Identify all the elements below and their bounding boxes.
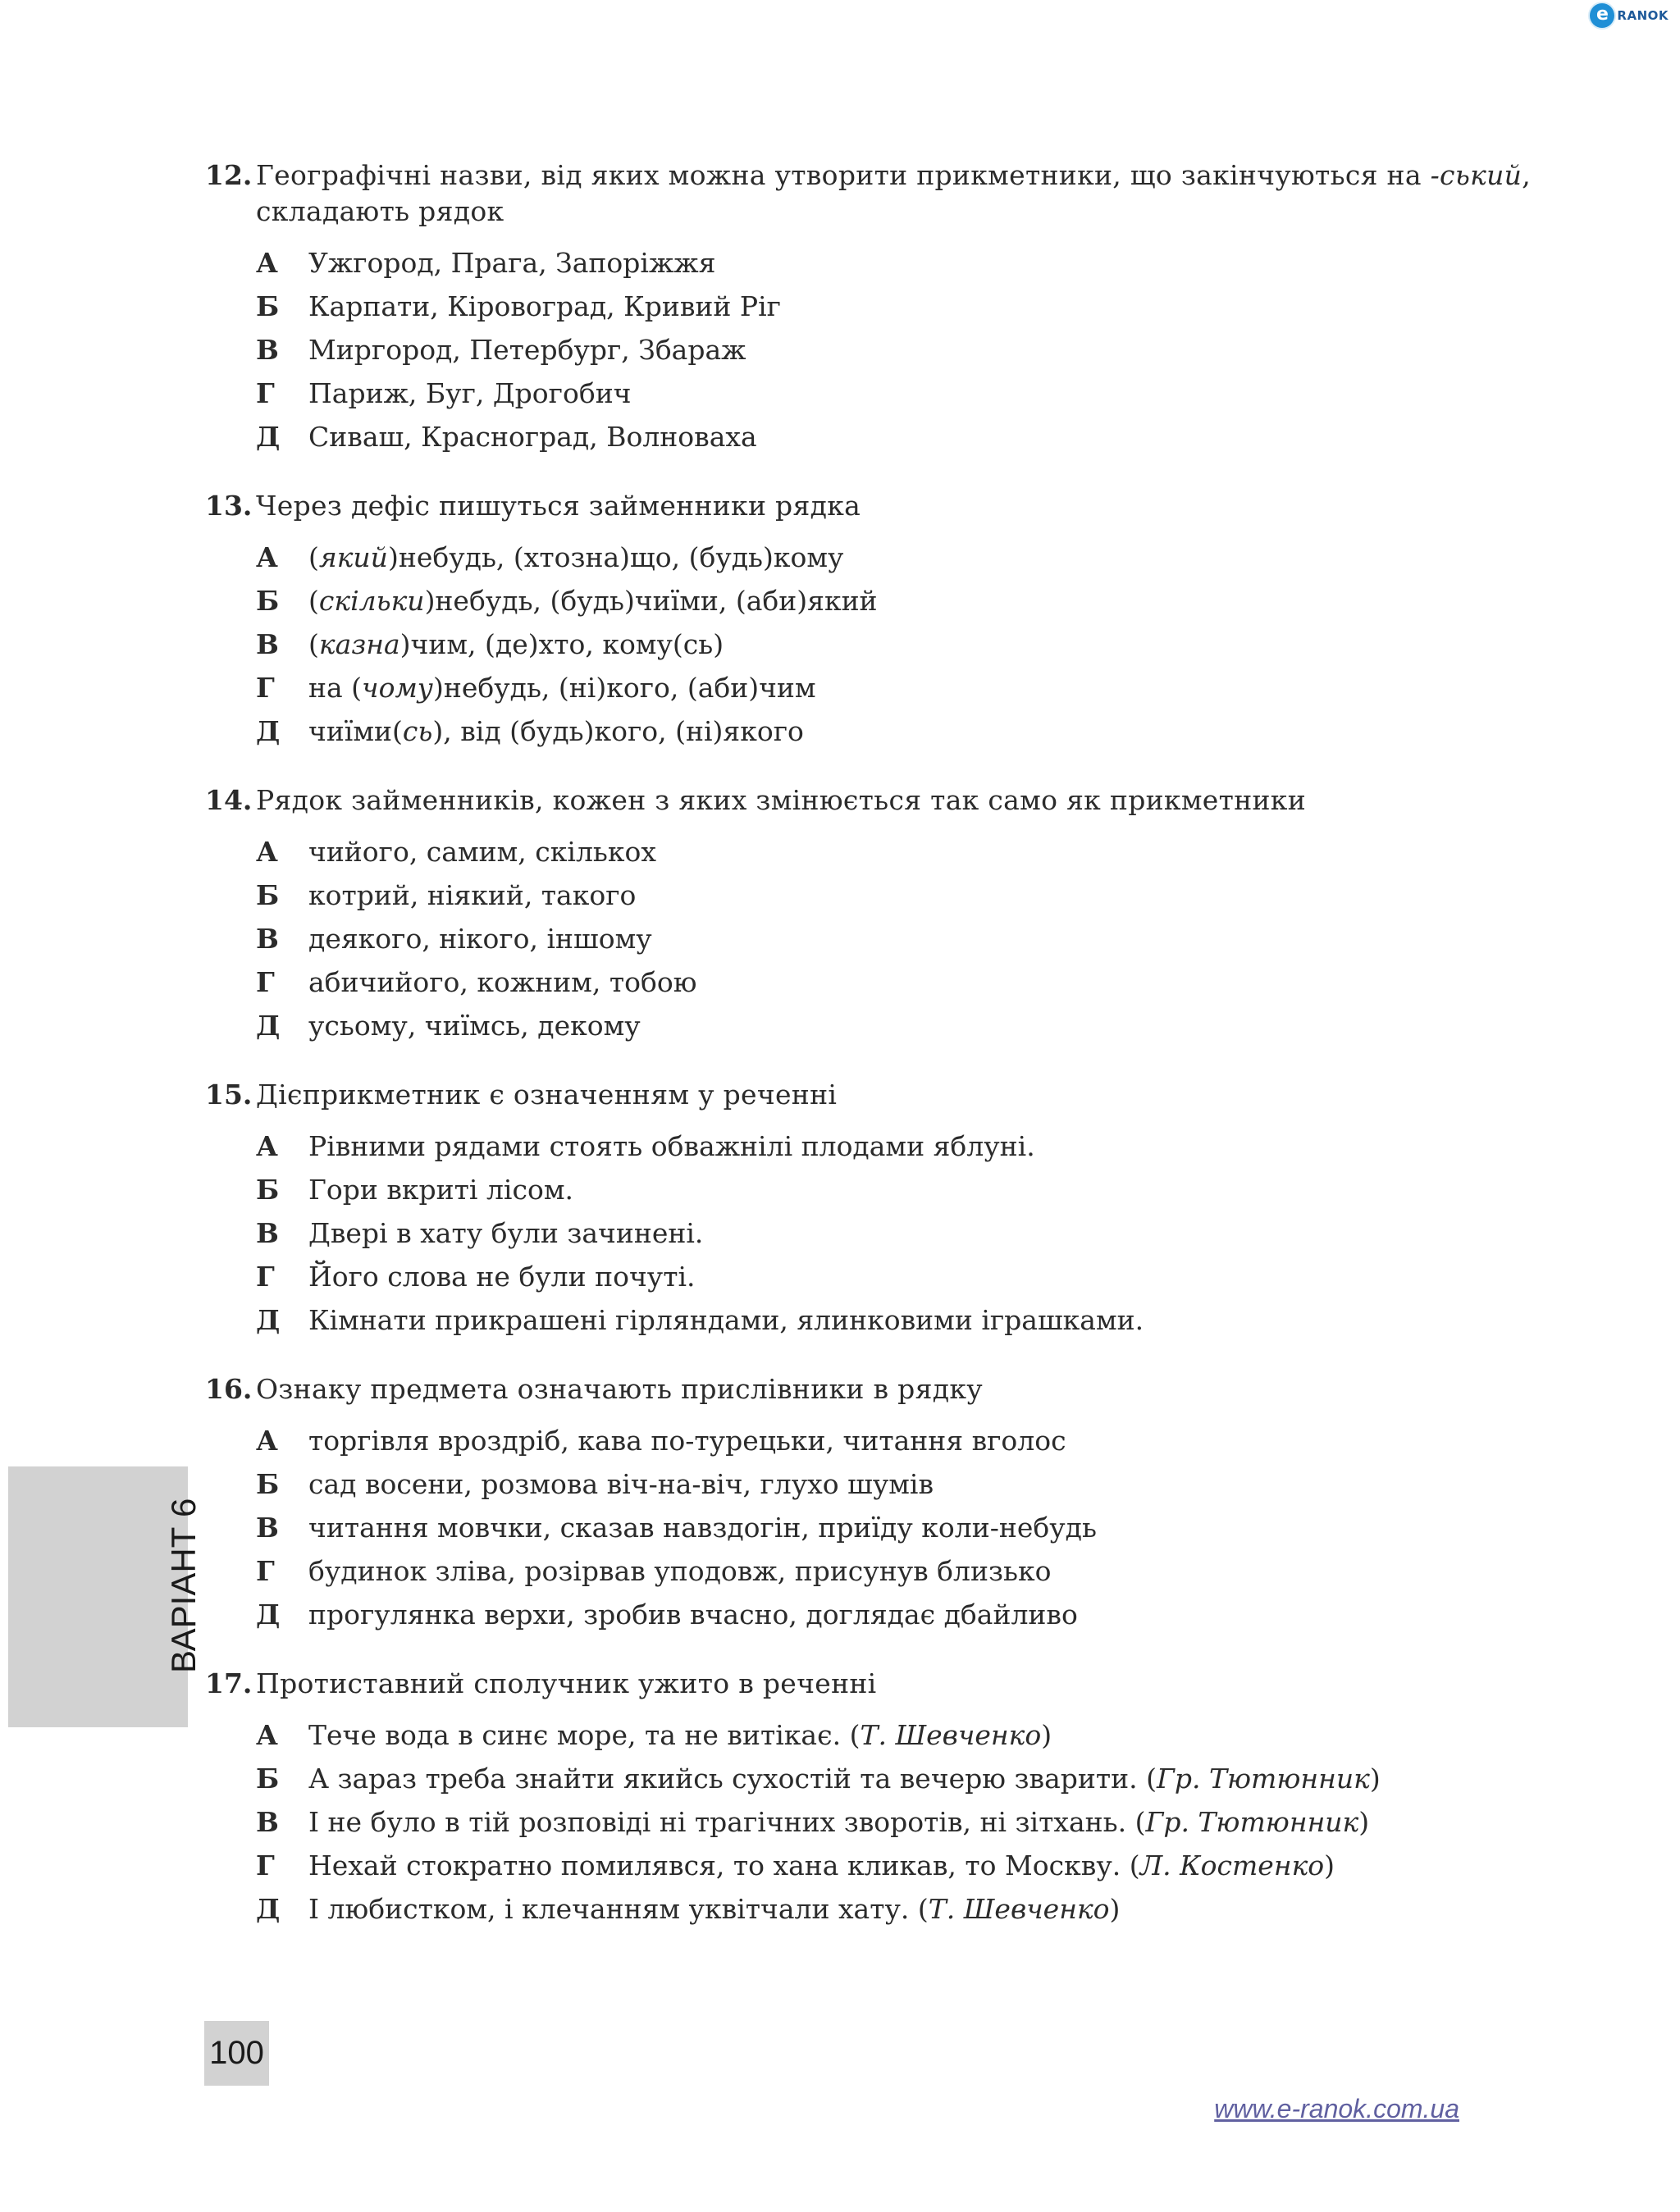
question-block bbox=[205, 1077, 1600, 1342]
option-letter: Д bbox=[256, 1893, 281, 1925]
option-letter: Д bbox=[256, 1010, 281, 1042]
option-text bbox=[308, 1168, 1600, 1211]
answer-option[interactable] bbox=[256, 1506, 1600, 1549]
question-text bbox=[256, 157, 1600, 230]
question-text-segment: Ознаку предмета означають прислівники в рядку bbox=[256, 1373, 983, 1405]
option-text-segment: ) bbox=[1369, 1763, 1381, 1795]
question-number: 17. bbox=[205, 1667, 253, 1699]
option-text-segment: усьому, чиїмсь, декому bbox=[308, 1010, 641, 1042]
option-text-segment: Нехай стократно помилявся, то хана кликав, то Москву. ( bbox=[308, 1849, 1140, 1881]
option-text-segment: ( bbox=[308, 541, 319, 573]
option-text-segment: прогулянка верхи, зробив вчасно, доглядає дбайливо bbox=[308, 1599, 1078, 1630]
answer-option[interactable] bbox=[256, 1298, 1600, 1342]
option-letter: Г bbox=[256, 1849, 275, 1881]
option-text-segment: Рівними рядами стоять обважнілі плодами яблуні. bbox=[308, 1130, 1035, 1162]
question-text-segment: Дієприкметник є означенням у реченні bbox=[256, 1079, 838, 1111]
option-letter: А bbox=[256, 1425, 278, 1457]
option-text-segment: який bbox=[318, 541, 388, 573]
option-text-segment: ), від (будь)кого, (ні)якого bbox=[432, 715, 804, 747]
option-text bbox=[308, 579, 1600, 623]
option-text-segment: читання мовчки, сказав навздогін, приїду коли-небудь bbox=[308, 1512, 1097, 1544]
question-header bbox=[205, 782, 1600, 819]
answer-options bbox=[256, 536, 1600, 753]
option-letter: Д bbox=[256, 421, 281, 453]
question-text-segment: -ський bbox=[1430, 159, 1522, 191]
answer-option[interactable] bbox=[256, 1887, 1600, 1931]
option-letter: Б bbox=[256, 1174, 280, 1206]
answer-option[interactable] bbox=[256, 1211, 1600, 1255]
question-text bbox=[256, 1077, 1600, 1113]
option-text bbox=[308, 1506, 1600, 1549]
option-letter: Б bbox=[256, 585, 280, 617]
website-link[interactable]: www.e-ranok.com.ua bbox=[1214, 2094, 1459, 2123]
question-header bbox=[205, 1077, 1600, 1113]
question-block bbox=[205, 1666, 1600, 1931]
answer-option[interactable] bbox=[256, 285, 1600, 328]
option-text-segment: скільки bbox=[318, 585, 425, 617]
option-text bbox=[308, 1298, 1600, 1342]
question-text-segment: Протиставний сполучник ужито в реченні bbox=[256, 1667, 877, 1699]
question-block bbox=[205, 157, 1600, 458]
option-text bbox=[308, 1887, 1600, 1931]
option-text-segment: ) bbox=[1041, 1719, 1052, 1751]
answer-option[interactable] bbox=[256, 579, 1600, 623]
option-text-segment: )небудь, (ні)кого, (аби)чим bbox=[432, 672, 816, 704]
publisher-logo bbox=[1590, 3, 1669, 28]
option-text bbox=[308, 1462, 1600, 1506]
option-text-segment: )небудь, (хтозна)що, (будь)кому bbox=[387, 541, 844, 573]
answer-option[interactable] bbox=[256, 328, 1600, 372]
option-text-segment: І не було в тій розповіді ні трагічних зворотів, ні зітхань. ( bbox=[308, 1806, 1146, 1838]
option-text-segment: ) bbox=[1358, 1806, 1370, 1838]
question-text bbox=[256, 488, 1600, 524]
option-text bbox=[308, 241, 1600, 285]
question-text bbox=[256, 782, 1600, 819]
option-letter: А bbox=[256, 541, 278, 573]
option-text-segment: Карпати, Кіровоград, Кривий Ріг bbox=[308, 290, 781, 322]
option-text-segment: )небудь, (будь)чиїми, (аби)який bbox=[424, 585, 878, 617]
question-text-segment: Через дефіс пишуться займенники рядка bbox=[256, 490, 861, 522]
answer-option[interactable] bbox=[256, 623, 1600, 666]
option-letter: А bbox=[256, 1130, 278, 1162]
option-text bbox=[308, 1211, 1600, 1255]
variant-side-tab bbox=[8, 1466, 188, 1727]
option-letter: Г bbox=[256, 1261, 275, 1293]
option-text bbox=[308, 709, 1600, 753]
answer-option[interactable] bbox=[256, 1168, 1600, 1211]
question-header bbox=[205, 1666, 1600, 1702]
option-text-segment: чому bbox=[362, 672, 433, 704]
option-text bbox=[308, 536, 1600, 579]
option-text bbox=[308, 1713, 1600, 1757]
option-text bbox=[308, 1255, 1600, 1298]
option-text bbox=[308, 285, 1600, 328]
option-text-segment: будинок зліва, розірвав уподовж, присунув близько bbox=[308, 1555, 1052, 1587]
option-text-segment: чийого, самим, скількох bbox=[308, 836, 656, 868]
option-text bbox=[308, 1593, 1600, 1636]
answer-options bbox=[256, 1713, 1600, 1931]
option-text-segment: чиїми( bbox=[308, 715, 403, 747]
option-text bbox=[308, 666, 1600, 709]
logo-text: RANOK bbox=[1617, 8, 1669, 23]
option-text-segment: А зараз треба знайти якийсь сухостій та вечерю зварити. ( bbox=[308, 1763, 1157, 1795]
option-text-segment: Кімнати прикрашені гірляндами, ялинковими іграшками. bbox=[308, 1304, 1144, 1336]
answer-option[interactable] bbox=[256, 241, 1600, 285]
option-text-segment: Його слова не були почуті. bbox=[308, 1261, 696, 1293]
option-text bbox=[308, 873, 1600, 917]
option-text bbox=[308, 960, 1600, 1004]
option-text-segment: сад восени, розмова віч-на-віч, глухо шумів bbox=[308, 1468, 934, 1500]
answer-option[interactable] bbox=[256, 709, 1600, 753]
answer-option[interactable] bbox=[256, 1593, 1600, 1636]
option-text-segment: котрий, ніякий, такого bbox=[308, 879, 637, 911]
answer-option[interactable] bbox=[256, 1800, 1600, 1844]
question-text bbox=[256, 1666, 1600, 1702]
option-text bbox=[308, 1800, 1600, 1844]
answer-options bbox=[256, 1124, 1600, 1342]
option-letter: В bbox=[256, 1806, 279, 1838]
option-text-segment: деякого, нікого, іншому bbox=[308, 923, 652, 955]
option-text-segment: Париж, Буг, Дрогобич bbox=[308, 377, 632, 409]
option-text-segment: Ужгород, Прага, Запоріжжя bbox=[308, 247, 716, 279]
variant-label: ВАРІАНТ 6 bbox=[164, 1498, 203, 1673]
option-letter: В bbox=[256, 334, 279, 366]
option-text-segment: Двері в хату були зачинені. bbox=[308, 1217, 704, 1249]
option-text bbox=[308, 1124, 1600, 1168]
answer-option[interactable] bbox=[256, 1844, 1600, 1887]
questions-list bbox=[205, 157, 1600, 1960]
answer-option[interactable] bbox=[256, 1419, 1600, 1462]
question-number: 12. bbox=[205, 159, 253, 191]
option-letter: Б bbox=[256, 879, 280, 911]
question-text-segment: , складають рядок bbox=[256, 159, 1532, 227]
option-letter: Г bbox=[256, 966, 275, 998]
option-text-segment: Гр. Тютюнник bbox=[1157, 1763, 1370, 1795]
answer-options bbox=[256, 1419, 1600, 1636]
option-text bbox=[308, 1004, 1600, 1047]
answer-option[interactable] bbox=[256, 960, 1600, 1004]
option-text-segment: Л. Костенко bbox=[1139, 1849, 1325, 1881]
option-text-segment: ) bbox=[1324, 1849, 1335, 1881]
option-text-segment: торгівля вроздріб, кава по-турецьки, читання вголос bbox=[308, 1425, 1066, 1457]
option-letter: А bbox=[256, 1719, 278, 1751]
option-text-segment: Гр. Тютюнник bbox=[1145, 1806, 1359, 1838]
question-number: 13. bbox=[205, 490, 253, 522]
option-text-segment: ( bbox=[308, 585, 319, 617]
question-text-segment: Географічні назви, від яких можна утворити прикметники, що закінчуються на bbox=[256, 159, 1431, 191]
answer-option[interactable] bbox=[256, 666, 1600, 709]
option-text-segment: Т. Шевченко bbox=[928, 1893, 1110, 1925]
question-block bbox=[205, 488, 1600, 753]
answer-option[interactable] bbox=[256, 536, 1600, 579]
option-letter: Д bbox=[256, 715, 281, 747]
option-text bbox=[308, 917, 1600, 960]
question-number: 16. bbox=[205, 1373, 253, 1405]
answer-option[interactable] bbox=[256, 415, 1600, 458]
answer-option[interactable] bbox=[256, 1255, 1600, 1298]
option-text bbox=[308, 1549, 1600, 1593]
option-text bbox=[308, 415, 1600, 458]
option-letter: Б bbox=[256, 290, 280, 322]
answer-option[interactable] bbox=[256, 1462, 1600, 1506]
option-text bbox=[308, 830, 1600, 873]
option-text-segment: І любистком, і клечанням уквітчали хату. ( bbox=[308, 1893, 929, 1925]
option-text bbox=[308, 623, 1600, 666]
option-text-segment: ) bbox=[1109, 1893, 1121, 1925]
option-text-segment: ( bbox=[308, 628, 319, 660]
option-letter: Д bbox=[256, 1599, 281, 1630]
option-text-segment: Тече вода в синє море, та не витікає. ( bbox=[308, 1719, 861, 1751]
option-text bbox=[308, 1844, 1600, 1887]
page-number: 100 bbox=[204, 2021, 269, 2086]
question-number: 14. bbox=[205, 784, 253, 816]
answer-option[interactable] bbox=[256, 917, 1600, 960]
question-text-segment: Рядок займенників, кожен з яких змінюється так само як прикметники bbox=[256, 784, 1307, 816]
answer-option[interactable] bbox=[256, 1713, 1600, 1757]
answer-option[interactable] bbox=[256, 1757, 1600, 1800]
answer-option[interactable] bbox=[256, 1124, 1600, 1168]
option-letter: Б bbox=[256, 1468, 280, 1500]
option-letter: Г bbox=[256, 672, 275, 704]
option-text bbox=[308, 372, 1600, 415]
option-text-segment: Т. Шевченко bbox=[860, 1719, 1042, 1751]
option-letter: Б bbox=[256, 1763, 280, 1795]
option-letter: А bbox=[256, 247, 278, 279]
question-header bbox=[205, 1371, 1600, 1407]
logo-e-mark: e bbox=[1590, 3, 1614, 28]
answer-options bbox=[256, 241, 1600, 458]
answer-option[interactable] bbox=[256, 873, 1600, 917]
question-block bbox=[205, 782, 1600, 1047]
option-letter: В bbox=[256, 923, 279, 955]
option-letter: А bbox=[256, 836, 278, 868]
option-text-segment: )чим, (де)хто, кому(сь) bbox=[399, 628, 724, 660]
option-letter: В bbox=[256, 1217, 279, 1249]
question-block bbox=[205, 1371, 1600, 1636]
answer-option[interactable] bbox=[256, 1549, 1600, 1593]
option-letter: В bbox=[256, 1512, 279, 1544]
option-text-segment: Гори вкриті лісом. bbox=[308, 1174, 573, 1206]
option-text-segment: Миргород, Петербург, Збараж bbox=[308, 334, 746, 366]
answer-option[interactable] bbox=[256, 830, 1600, 873]
option-letter: В bbox=[256, 628, 279, 660]
answer-option[interactable] bbox=[256, 372, 1600, 415]
answer-option[interactable] bbox=[256, 1004, 1600, 1047]
option-text-segment: абичийого, кожним, тобою bbox=[308, 966, 697, 998]
option-letter: Г bbox=[256, 377, 275, 409]
option-text-segment: на ( bbox=[308, 672, 363, 704]
option-text bbox=[308, 328, 1600, 372]
question-header bbox=[205, 157, 1600, 230]
option-letter: Д bbox=[256, 1304, 281, 1336]
option-letter: Г bbox=[256, 1555, 275, 1587]
answer-options bbox=[256, 830, 1600, 1047]
question-header bbox=[205, 488, 1600, 524]
option-text bbox=[308, 1757, 1600, 1800]
question-text bbox=[256, 1371, 1600, 1407]
option-text bbox=[308, 1419, 1600, 1462]
question-number: 15. bbox=[205, 1079, 253, 1111]
option-text-segment: казна bbox=[318, 628, 400, 660]
option-text-segment: сь bbox=[402, 715, 433, 747]
option-text-segment: Сиваш, Красноград, Волноваха bbox=[308, 421, 757, 453]
